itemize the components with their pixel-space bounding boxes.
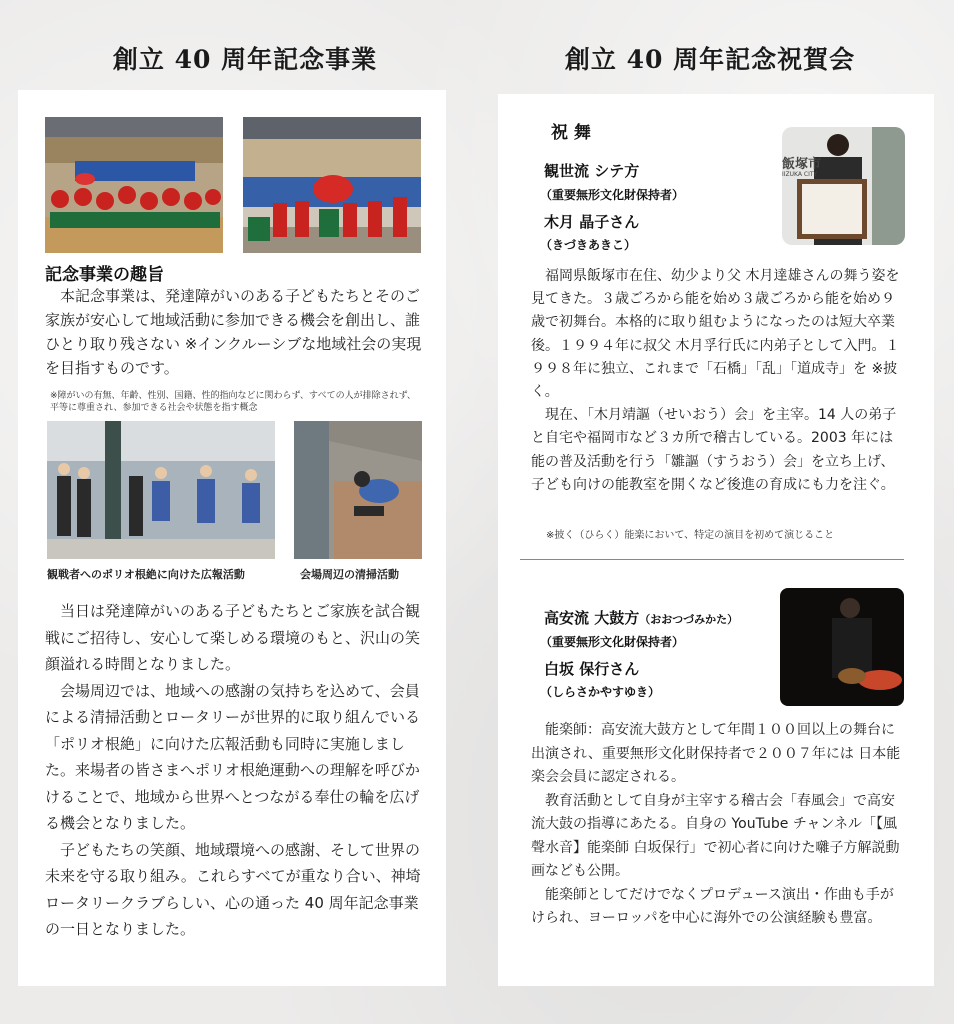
performer2-school (544, 607, 738, 628)
body-paragraph: 福岡県飯塚市在住、幼少より父 木月達雄さんの舞う姿を見てきた。３歳ごろから能を始め３歳ごろから能を始め９歳で初舞台。本格的に取り組むようになったのは短大卒業後。１９９４年に叔父 木月孚行氏に内弟子として入門。１９９８年に独立、これまで「石橋」「乱」「道成寺」を ※披く。 (531, 268, 900, 401)
performer1-body (531, 265, 905, 497)
inclusive-note: ※障がいの有無、年齢、性別、国籍、性的指向などに関わらず、すべての人が排除されず、平等に尊重され、参加できる社会や状態を指す概念 (50, 391, 416, 413)
performer1-reading: （きづきあきこ） (540, 238, 637, 252)
body-paragraph: 能楽師：高安流大鼓方として年間１００回以上の舞台に出演され、重要無形文化財保持者で２００７年には 日本能楽会会員に認定される。 (531, 722, 901, 785)
section-label-celebration-dance: 祝 舞 (551, 123, 591, 143)
body-paragraph: 会場周辺では、地域への感謝の気持ちを込めて、会員による清掃活動とロータリーが世界的に取り組んでいる「ポリオ根絶」に向けた広報活動も同時に実施しました。来場者の皆さまへポリオ根絶運動への理解を呼びかけることで、地域から世界へとつながる奉仕の輪を広げる機会となりました。 (45, 681, 421, 832)
body-paragraphs (45, 598, 425, 943)
performer1-note: ※披く（ひらく）能楽において、特定の演目を初めて演じること (546, 530, 835, 541)
intro-text: 本記念事業は、発達障がいのある子どもたちとそのご家族が安心して地域活動に参加できる機会を創出し、誰ひとり取り残さない ※インクルーシブな地域社会の実現を目指すものです。 (45, 287, 422, 377)
intro-paragraph (45, 284, 427, 380)
body-paragraph: 当日は発達障がいのある子どもたちとご家族を試合観戦にご招待し、安心して楽しめる環境のもと、沢山の笑顔溢れる時間となりました。 (45, 602, 421, 673)
body-paragraph: 子どもたちの笑顔、地域環境への感謝、そして世界の未来を守る取り組み。これらすべてが重なり合い、神埼ロータリークラブらしい、心の通った 40 周年記念事業の一日となりました。 (45, 840, 421, 938)
body-paragraph: 教育活動として自身が主宰する稽古会「春風会」で高安流大鼓の指導にあたる。自身の YouTube チャンネル「【風聲水音】能楽師 白坂保行」で初心者に向けた囃子方解説動画なども公開。 (531, 792, 900, 879)
heading-left: 創立 40 周年記念事業 (112, 45, 378, 74)
body-paragraph: 現在、「木月靖謳（せいおう）会」を主宰。14 人の弟子と自宅や福岡市など３カ所で稽古している。2003 年には能の普及活動を行う「雛謳（すうおう）会」を立ち上げ、子ども向けの能教室を開くなど後進の育成にも力を注ぐ。 (531, 407, 897, 493)
performer2-body (531, 719, 905, 931)
photo-city-sign-sub: IIZUKA CITY (782, 171, 818, 178)
performer2-school-name: 高安流 大鼓方 (544, 609, 640, 627)
performer2-school-reading: （おおつづみかた） (639, 613, 739, 626)
photo-group-red-2 (243, 117, 421, 253)
photo-group-red-1 (45, 117, 223, 253)
performer1-photo (782, 127, 905, 245)
performer2-name: 白坂 保行さん (544, 660, 640, 678)
performer1-school: 観世流 シテ方 (544, 162, 640, 180)
caption-polio: 観戦者へのポリオ根絶に向けた広報活動 (47, 568, 245, 581)
section-divider (520, 559, 904, 560)
photo-polio-outreach (47, 421, 275, 559)
caption-cleanup: 会場周辺の清掃活動 (300, 568, 399, 581)
performer2-reading: （しらさかやすゆき） (540, 685, 661, 699)
performer2-photo (780, 588, 904, 706)
body-paragraph: 能楽師としてだけでなくプロデュース演出・作曲も手がけられ、ヨーロッパを中心に海外での公演経験も豊富。 (531, 886, 894, 926)
subheading-purpose: 記念事業の趣旨 (45, 265, 164, 285)
performer1-name: 木月 晶子さん (544, 213, 640, 231)
photo-cleanup (294, 421, 422, 559)
performer2-status: （重要無形文化財保持者） (540, 635, 685, 649)
performer1-status: （重要無形文化財保持者） (540, 188, 685, 202)
photo-city-sign: 飯塚市 (782, 157, 822, 172)
heading-right: 創立 40 周年記念祝賀会 (564, 45, 856, 74)
